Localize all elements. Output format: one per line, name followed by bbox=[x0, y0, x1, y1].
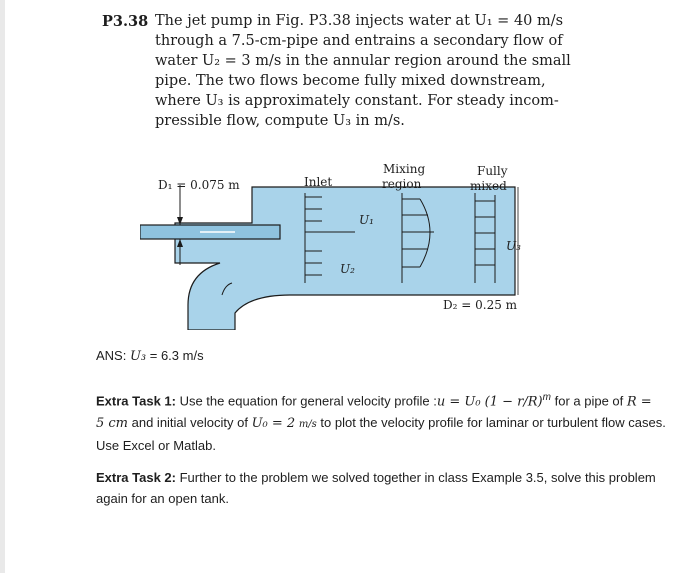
u3-label: U₃ bbox=[506, 239, 521, 253]
inlet-label: Inlet bbox=[304, 175, 333, 189]
mixed-label: mixed bbox=[470, 179, 507, 193]
d2-label: D₂ = 0.25 m bbox=[443, 298, 518, 312]
task1-line-2 bbox=[96, 412, 666, 435]
task1-equation: u = U₀ (1 − r/R) bbox=[436, 394, 543, 410]
u1-label: U₁ bbox=[359, 213, 374, 227]
extra-task-2 bbox=[96, 467, 656, 509]
task2-title: Extra Task 2: bbox=[96, 470, 176, 485]
task1-exponent: m bbox=[542, 392, 551, 403]
fully-label: Fully bbox=[477, 164, 508, 178]
problem-line: The jet pump in Fig. P3.38 injects water at U₁ = 40 m/s bbox=[155, 13, 564, 29]
region-label: region bbox=[382, 177, 422, 191]
problem-line: water U₂ = 3 m/s in the annular region around the small bbox=[155, 53, 571, 69]
task1-line-1 bbox=[96, 387, 656, 412]
task1-text-b: for a pipe of bbox=[550, 393, 627, 409]
task1-line2-b: and initial velocity of bbox=[128, 415, 252, 431]
u2-label: U₂ bbox=[340, 262, 355, 276]
task1-line-3: Use Excel or Matlab. bbox=[96, 438, 216, 454]
task1-title: Extra Task 1: bbox=[96, 393, 176, 409]
problem-line: pressible flow, compute U₃ in m/s. bbox=[155, 113, 405, 129]
task2-text: Further to the problem we solved together in class Example 3.5, solve this problem bbox=[175, 470, 656, 485]
task2-line-2: again for an open tank. bbox=[96, 491, 229, 506]
task1-u0: U₀ = 2 bbox=[251, 416, 296, 432]
task2-line-1 bbox=[96, 467, 656, 488]
problem-line: where U₃ is approximately constant. For steady incom- bbox=[155, 93, 559, 109]
answer-line bbox=[96, 348, 204, 364]
mixing-label: Mixing bbox=[383, 162, 426, 176]
problem-number: P3.38 bbox=[102, 13, 149, 30]
jet-pump-figure bbox=[140, 155, 530, 330]
task1-unit: m/s bbox=[298, 419, 317, 431]
scan-edge bbox=[0, 0, 5, 573]
d1-label: D₁ = 0.075 m bbox=[158, 178, 240, 192]
task1-line2-c: to plot the velocity profile for laminar or turbulent flow cases. bbox=[316, 415, 666, 431]
extra-task-1 bbox=[96, 387, 666, 456]
answer-value: = 6.3 m/s bbox=[146, 348, 204, 363]
answer-prefix: ANS: bbox=[96, 348, 130, 363]
task1-text-a: Use the equation for general velocity profile : bbox=[175, 393, 437, 409]
task1-r-eq: R = bbox=[626, 394, 652, 410]
task1-radius: 5 cm bbox=[96, 416, 129, 432]
problem-line: through a 7.5-cm-pipe and entrains a secondary flow of bbox=[155, 33, 563, 49]
answer-var: U₃ bbox=[129, 349, 147, 364]
problem-line: pipe. The two flows become fully mixed downstream, bbox=[155, 73, 546, 89]
